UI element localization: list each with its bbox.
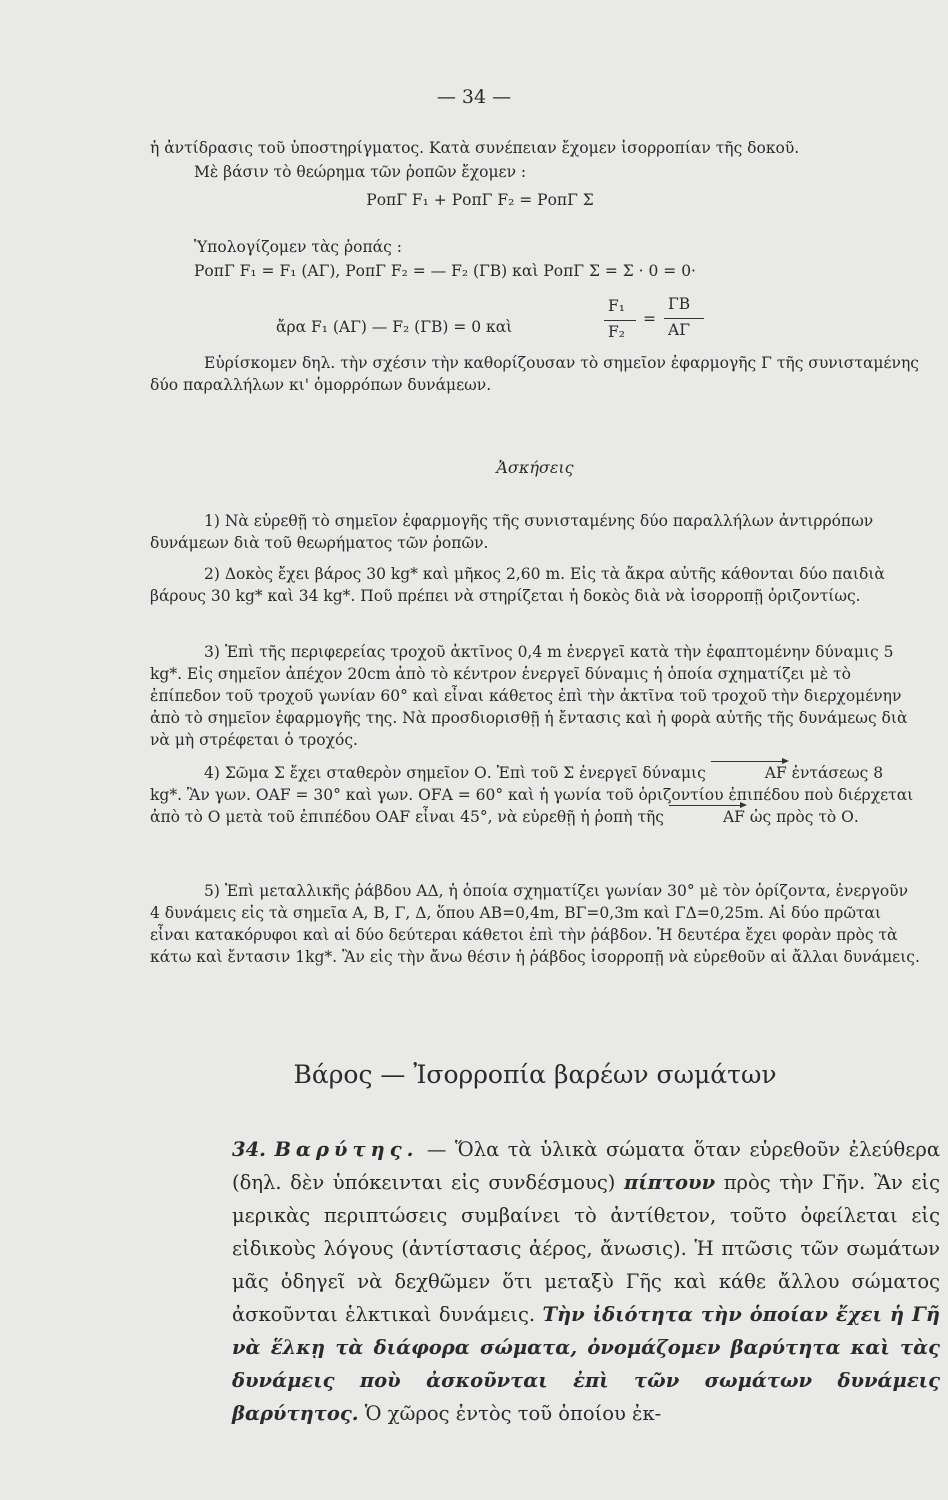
vector-af-1: AF	[711, 762, 787, 784]
section-title: Βαρύτης.	[274, 1138, 419, 1161]
fraction-2-denominator: ΑΓ	[668, 321, 690, 339]
vector-af-2: AF	[669, 806, 745, 828]
page-number: — 34 —	[436, 86, 512, 108]
exercise-4	[150, 762, 920, 828]
intro-line-3: Ὑπολογίζομεν τὰς ῥοπάς :	[194, 238, 402, 256]
equation-torques: ΡοπΓ F₁ = F₁ (ΑΓ), ΡοπΓ F₂ = — F₂ (ΓΒ) καὶ ΡοπΓ Σ = Σ · 0 = 0·	[194, 262, 696, 280]
exercise-3: 3) Ἐπὶ τῆς περιφερείας τροχοῦ ἀκτῖνος 0,4 m ἐνεργεῖ κατὰ τὴν ἐφαπτομένην δύναμις 5 kg*. Εἰς σημεῖον ἀπέχον 20cm ἀπὸ τὸ κέντρον ἐνεργεῖ δύναμις ἡ ὁποία σχηματίζει μὲ τὸ ἐπίπεδον τοῦ τροχοῦ γωνίαν 60° καὶ εἶναι κάθετος ἐπὶ τὴν ἀκτῖνα τοῦ τροχοῦ τὴν διερχομένην ἀπὸ τὸ σημεῖον ἐφαρμογῆς της. Νὰ προσδιορισθῇ ἡ ἔντασις καὶ ἡ φορὰ αὐτῆς τῆς δυνάμεως διὰ νὰ μὴ στρέφεται ὁ τροχός.	[150, 643, 908, 749]
exercise-1: 1) Νὰ εὑρεθῇ τὸ σημεῖον ἐφαρμογῆς τῆς συνισταμένης δύο παραλλήλων ἀντιρρόπων δυνάμεων διὰ τοῦ θεωρήματος τῶν ῥοπῶν.	[150, 512, 874, 552]
intro-conclusion: Εὑρίσκομεν δηλ. τὴν σχέσιν τὴν καθορίζουσαν τὸ σημεῖον ἐφαρμογῆς Γ τῆς συνισταμένης δύο παραλλήλων κι' ὁμορρόπων δυνάμεων.	[150, 354, 919, 394]
fraction-2-numerator: ΓΒ	[668, 295, 691, 313]
exercise-4-text-b: ἐντάσεως 8 kg*. Ἂν γων. ΟΑF = 30° καὶ γων. ΟFΑ = 60° καὶ ἡ γωνία τοῦ ὁριζοντίου ἐπιπέδου ποὺ διέρχεται ἀπὸ τὸ Ο μετὰ τοῦ ἐπιπέδου ΟΑF εἶναι 45°, νὰ εὑρεθῇ ἡ ῥοπὴ τῆς	[150, 764, 914, 826]
intro-line-2: Μὲ βάσιν τὸ θεώρημα τῶν ῥοπῶν ἔχομεν :	[194, 163, 527, 181]
exercise-5: 5) Ἐπὶ μεταλλικῆς ῥάβδου ΑΔ, ἡ ὁποία σχηματίζει γωνίαν 30° μὲ τὸν ὁρίζοντα, ἐνεργοῦν 4 δυνάμεις εἰς τὰ σημεῖα Α, Β, Γ, Δ, ὅπου ΑΒ=0,4m, ΒΓ=0,3m καὶ ΓΔ=0,25m. Αἱ δύο πρῶται εἶναι κατακόρυφοι καὶ αἱ δύο δεύτεραι κάθετοι ἐπὶ τὴν ῥάβδον. Ἡ δευτέρα ἔχει φορὰν πρὸς τὰ κάτω καὶ ἔντασιν 1kg*. Ἂν εἰς τὴν ἄνω θέσιν ἡ ῥάβδος ἰσορροπῇ νὰ εὑρεθοῦν αἱ ἄλλαι δυνάμεις.	[150, 882, 920, 966]
exercise-4-text-a: 4) Σῶμα Σ ἔχει σταθερὸν σημεῖον Ο. Ἐπὶ τοῦ Σ ἐνεργεῖ δύναμις	[204, 764, 706, 782]
equation-moments: ΡοπΓ F₁ + ΡοπΓ F₂ = ΡοπΓ Σ	[366, 191, 594, 209]
fraction-1-denominator: F₂	[608, 323, 625, 341]
section-text-2: πρὸς τὴν Γῆν. Ἂν εἰς μερικὰς περιπτώσεις συμβαίνει τὸ ἀντίθετον, τοῦτο ὀφείλεται εἰς εἰδικοὺς λόγους (ἀντίστασις ἀέρος, ἄνωσις). Ἡ πτῶσις τῶν σωμάτων μᾶς ὁδηγεῖ νὰ δεχθῶμεν ὅτι μεταξὺ Γῆς καὶ κάθε ἄλλου σώματος ἀσκοῦνται ἑλκτικαὶ δυνάμεις.	[232, 1171, 940, 1326]
fraction-equals: =	[643, 310, 656, 328]
fraction-1-bar	[604, 320, 636, 321]
vector-arrow-2	[669, 805, 745, 806]
exercise-2: 2) Δοκὸς ἔχει βάρος 30 kg* καὶ μῆκος 2,60 m. Εἰς τὰ ἄκρα αὐτῆς κάθονται δύο παιδιὰ βάρους 30 kg* καὶ 34 kg*. Ποῦ πρέπει νὰ στηρίζεται ἡ δοκὸς διὰ νὰ ἰσορροπῇ ὁριζοντίως.	[150, 565, 885, 605]
section-34-paragraph	[232, 1133, 940, 1430]
section-text-3: Ὁ χῶρος ἐντὸς τοῦ ὁποίου ἐκ-	[364, 1402, 662, 1425]
fraction-1-numerator: F₁	[608, 297, 625, 315]
exercise-4-text-c: ὡς πρὸς τὸ Ο.	[749, 808, 859, 826]
equation-balance: ἄρα F₁ (ΑΓ) — F₂ (ΓΒ) = 0 καὶ	[276, 318, 513, 336]
vector-arrow-1	[711, 761, 787, 762]
exercises-title: Ἀσκήσεις	[496, 458, 574, 477]
intro-line-1: ἡ ἀντίδρασις τοῦ ὑποστηρίγματος. Κατὰ συνέπειαν ἔχομεν ἰσορροπίαν τῆς δοκοῦ.	[150, 139, 800, 157]
section-number: 34.	[232, 1138, 266, 1161]
chapter-heading: Βάρος — Ἰσορροπία βαρέων σωμάτων	[293, 1060, 777, 1089]
section-definition-gravity: Τὴν ἰδιότητα τὴν ὁποίαν ἔχει ἡ Γῆ νὰ ἕλκῃ τὰ διάφορα σώματα, ὀνομάζομεν βαρύτητα καὶ τὰς δυνάμεις ποὺ ἀσκοῦνται ἐπὶ τῶν σωμάτων δυνάμεις βαρύτητος.	[232, 1303, 941, 1425]
section-emphasis-fall: πίπτουν	[623, 1171, 716, 1194]
section-text-1: — Ὅλα τὰ ὑλικὰ σώματα ὅταν εὑρεθοῦν ἐλεύθερα (δηλ. δὲν ὑπόκεινται εἰς συνδέσμους)	[232, 1138, 940, 1194]
fraction-2-bar	[664, 318, 704, 319]
